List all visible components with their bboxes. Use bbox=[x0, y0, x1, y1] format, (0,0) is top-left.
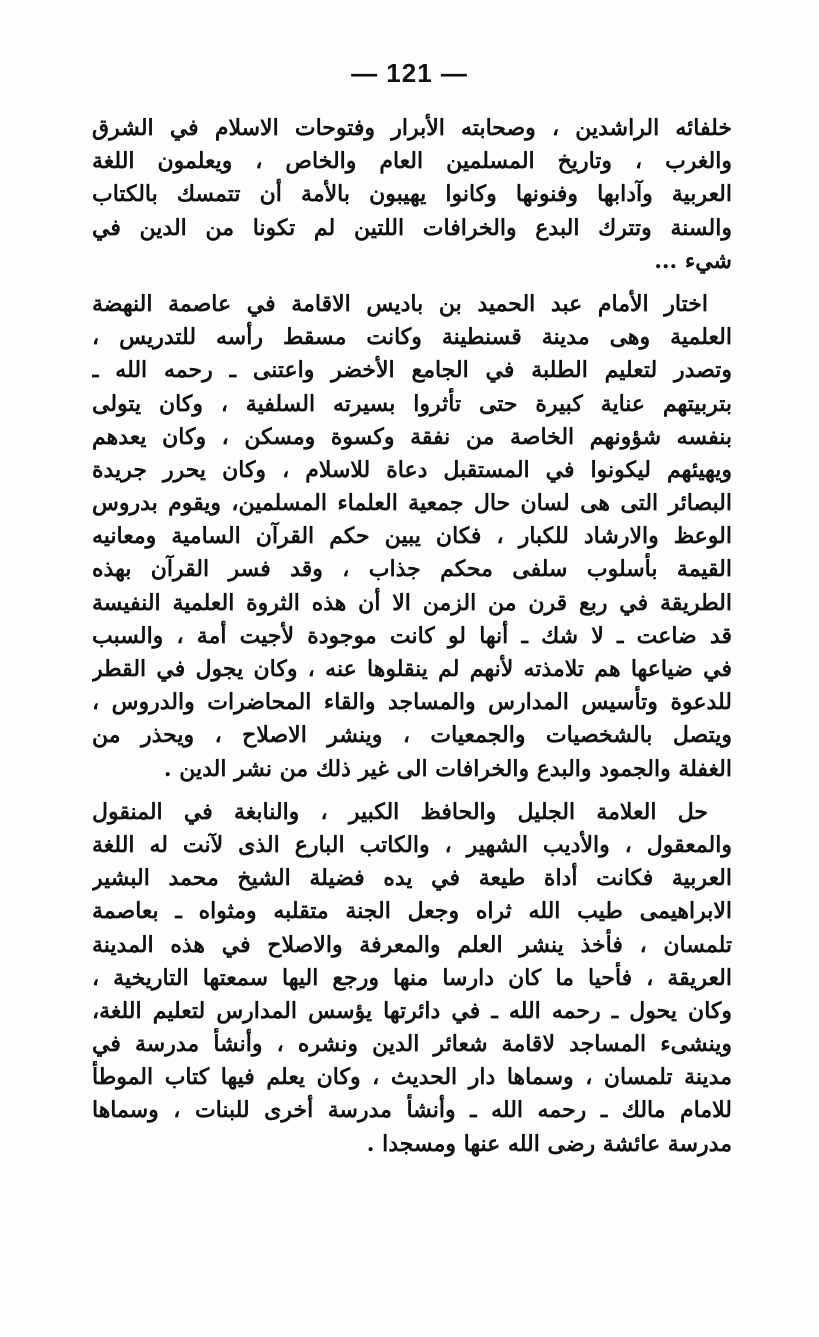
text-line: القيمة بأسلوب سلفى محكم جذاب ، وقد فسر القرآن بهذه bbox=[92, 556, 732, 583]
text-line: خلفائه الراشدين ، وصحابته الأبرار وفتوحات الاسلام في الشرق bbox=[92, 115, 732, 141]
text-line: بتربيتهم عناية كبيرة حتى تأثروا بسيرته السلفية ، وكان يتولى bbox=[92, 390, 732, 417]
text-line: في ضياعها هم تلامذته لأنهم لم ينقلوها عنه ، وكان يجول في القطر bbox=[92, 656, 732, 682]
text-line: للدعوة وتأسيس المدارس والمساجد والقاء المحاضرات والدروس ، bbox=[92, 689, 732, 716]
text-line: البصائر التى هى لسان حال جمعية العلماء المسلمين، ويقوم بدروس bbox=[92, 490, 732, 517]
text-line: اختار الأمام عبد الحميد بن باديس الاقامة في عاصمة النهضة bbox=[92, 290, 708, 317]
text-line: شيء ... bbox=[654, 247, 732, 274]
text-line: العريقة ، فأحيا ما كان دارسا منها ورجع اليها سمعتها التاريخية ، bbox=[92, 964, 732, 991]
text-line: مدينة تلمسان ، وسماها دار الحديث ، وكان يعلم فيها كتاب الموطأ bbox=[92, 1064, 732, 1091]
text-line: العربية وآدابها وفنونها وكانوا يهيبون بالأمة أن تتمسك بالكتاب bbox=[92, 181, 732, 208]
text-line: وتصدر لتعليم الطلبة في الجامع الأخضر واعتنى ـ رحمه الله ـ bbox=[92, 357, 732, 384]
text-line: وينشىء المساجد لاقامة شعائر الدين ونشره ، وأنشأ مدرسة في bbox=[92, 1031, 732, 1058]
paragraph-3 bbox=[92, 796, 732, 1161]
text-line: الطريقة في ربع قرن من الزمن الا أن هذه الثروة العلمية النفيسة bbox=[92, 589, 732, 616]
text-line: والسنة وتترك البدع والخرافات اللتين لم تكونا من الدين في bbox=[92, 214, 732, 241]
text-line: تلمسان ، فأخذ ينشر العلم والمعرفة والاصلاح في هذه المدينة bbox=[92, 931, 732, 958]
text-line: قد ضاعت ـ لا شك ـ أنها لو كانت موجودة لأجيت أمة ، والسبب bbox=[92, 622, 732, 649]
text-line: وكان يحول ـ رحمه الله ـ في دائرتها يؤسس المدارس لتعليم اللغة، bbox=[92, 997, 732, 1024]
paragraph-1 bbox=[92, 112, 732, 278]
text-line: العلمية وهى مدينة قسنطينة وكانت مسقط رأسه للتدريس ، bbox=[92, 324, 732, 351]
text-line: ويتصل بالشخصيات والجمعيات ، وينشر الاصلاح ، ويحذر من bbox=[92, 722, 732, 749]
text-line: العربية فكانت أداة طيعة في يده فضيلة الشيخ محمد البشير bbox=[92, 865, 732, 892]
page-number: — 121 — bbox=[351, 58, 468, 88]
text-line: للامام مالك ـ رحمه الله ـ وأنشأ مدرسة أخرى للبنات ، وسماها bbox=[92, 1097, 732, 1124]
text-line: مدرسة عائشة رضى الله عنها ومسجدا . bbox=[366, 1130, 732, 1157]
text-line: والمعقول ، والأديب الشهير ، والكاتب البارع الذى لآنت له اللغة bbox=[92, 831, 732, 858]
text-line: حل العلامة الجليل والحافظ الكبير ، والنابغة في المنقول bbox=[92, 798, 708, 825]
paragraph-2 bbox=[92, 288, 732, 786]
text-line: الوعظ والارشاد للكبار ، فكان يبين حكم القرآن السامية ومعانيه bbox=[92, 523, 732, 550]
body-text bbox=[92, 112, 732, 1171]
text-line: الابراهيمى طيب الله ثراه وجعل الجنة متقلبه ومثواه ـ بعاصمة bbox=[92, 898, 732, 925]
text-line: ويهيئهم ليكونوا في المستقبل دعاة للاسلام ، وكان يحرر جريدة bbox=[92, 456, 732, 483]
text-line: بنفسه شؤونهم الخاصة من نفقة وكسوة ومسكن ، وكان يعدهم bbox=[92, 423, 732, 450]
text-line: والغرب ، وتاريخ المسلمين العام والخاص ، ويعلمون اللغة bbox=[92, 148, 732, 175]
text-line: الغفلة والجمود والبدع والخرافات الى غير ذلك من نشر الدين . bbox=[163, 755, 732, 782]
